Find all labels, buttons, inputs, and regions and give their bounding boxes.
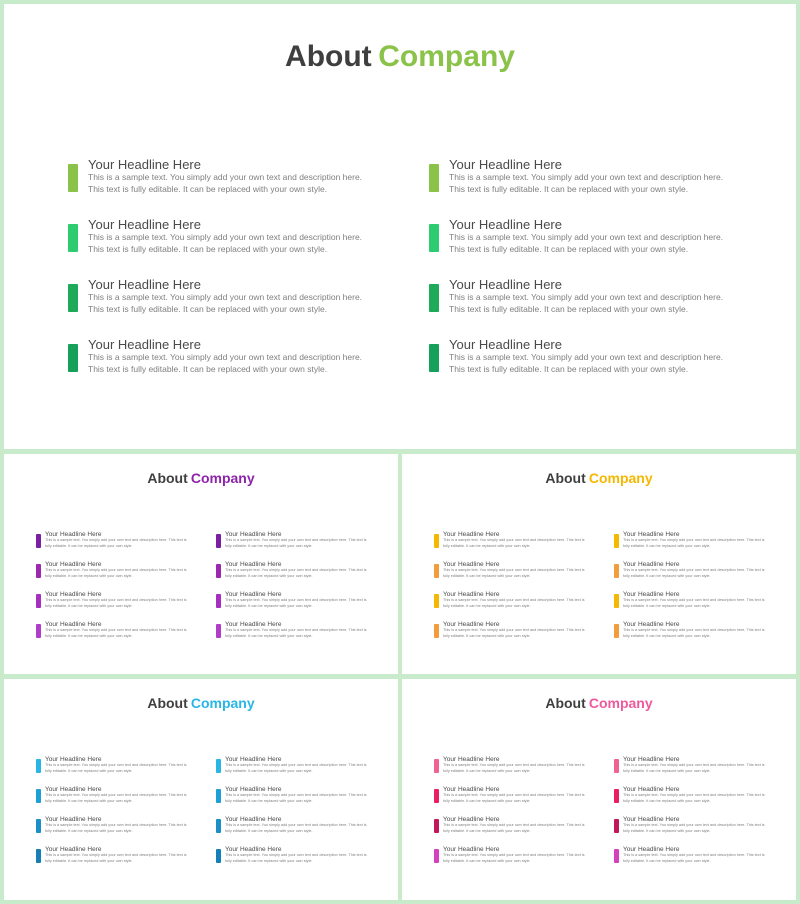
- item-headline: Your Headline Here: [225, 591, 282, 598]
- title-accent: Company: [378, 40, 515, 73]
- color-bar-icon: [216, 594, 221, 608]
- item-headline: Your Headline Here: [449, 337, 562, 352]
- item-headline: Your Headline Here: [225, 816, 282, 823]
- item-description: This is a sample text. You simply add your own text and description here. This text is fully editable. It can be replaced with your own style.: [443, 793, 585, 803]
- item-headline: Your Headline Here: [45, 621, 102, 628]
- item-description: This is a sample text. You simply add your own text and description here. This text is fully editable. It can be replaced with your own style.: [225, 628, 367, 638]
- item-description: This is a sample text. You simply add your own text and description here. This text is fully editable. It can be replaced with your own style.: [45, 568, 187, 578]
- color-bar-icon: [434, 789, 439, 803]
- feature-item: [614, 531, 774, 556]
- feature-item: [429, 337, 729, 380]
- item-description: This is a sample text. You simply add your own text and description here. This text is fully editable. It can be replaced with your own style.: [623, 598, 765, 608]
- item-headline: Your Headline Here: [45, 591, 102, 598]
- item-description: This is a sample text. You simply add your own text and description here. This text is fully editable. It can be replaced with your own style.: [449, 172, 724, 194]
- feature-item: [68, 157, 368, 200]
- title-main: About: [285, 40, 372, 73]
- feature-item: [216, 531, 376, 556]
- feature-item: [216, 621, 376, 646]
- title-main: About: [545, 470, 586, 486]
- item-description: This is a sample text. You simply add your own text and description here. This text is fully editable. It can be replaced with your own style.: [225, 598, 367, 608]
- item-description: This is a sample text. You simply add your own text and description here. This text is fully editable. It can be replaced with your own style.: [623, 628, 765, 638]
- color-bar-icon: [216, 759, 221, 773]
- feature-item: [434, 531, 594, 556]
- item-headline: Your Headline Here: [443, 846, 500, 853]
- item-headline: Your Headline Here: [449, 217, 562, 232]
- slide-title: [4, 40, 796, 74]
- item-headline: Your Headline Here: [88, 217, 201, 232]
- item-headline: Your Headline Here: [225, 786, 282, 793]
- title-accent: Company: [588, 695, 653, 711]
- title-main: About: [147, 470, 188, 486]
- item-headline: Your Headline Here: [45, 816, 102, 823]
- item-description: This is a sample text. You simply add your own text and description here. This text is fully editable. It can be replaced with your own style.: [225, 568, 367, 578]
- color-bar-icon: [36, 624, 41, 638]
- color-bar-icon: [36, 789, 41, 803]
- item-headline: Your Headline Here: [225, 756, 282, 763]
- item-description: This is a sample text. You simply add your own text and description here. This text is fully editable. It can be replaced with your own style.: [225, 763, 367, 773]
- item-headline: Your Headline Here: [623, 846, 680, 853]
- feature-item: [36, 561, 196, 586]
- feature-item: [216, 756, 376, 781]
- item-headline: Your Headline Here: [623, 816, 680, 823]
- feature-item: [434, 786, 594, 811]
- item-headline: Your Headline Here: [225, 531, 282, 538]
- feature-item: [216, 846, 376, 871]
- color-bar-icon: [429, 344, 439, 372]
- item-description: This is a sample text. You simply add your own text and description here. This text is fully editable. It can be replaced with your own style.: [225, 793, 367, 803]
- feature-item: [36, 816, 196, 841]
- item-headline: Your Headline Here: [225, 621, 282, 628]
- item-description: This is a sample text. You simply add your own text and description here. This text is fully editable. It can be replaced with your own style.: [449, 352, 724, 374]
- slide-title: [4, 695, 398, 711]
- item-description: This is a sample text. You simply add your own text and description here. This text is fully editable. It can be replaced with your own style.: [88, 292, 363, 314]
- item-description: This is a sample text. You simply add your own text and description here. This text is fully editable. It can be replaced with your own style.: [45, 763, 187, 773]
- item-description: This is a sample text. You simply add your own text and description here. This text is fully editable. It can be replaced with your own style.: [443, 568, 585, 578]
- item-description: This is a sample text. You simply add your own text and description here. This text is fully editable. It can be replaced with your own style.: [449, 292, 724, 314]
- feature-item: [614, 786, 774, 811]
- item-description: This is a sample text. You simply add your own text and description here. This text is fully editable. It can be replaced with your own style.: [225, 538, 367, 548]
- item-headline: Your Headline Here: [443, 591, 500, 598]
- item-headline: Your Headline Here: [88, 277, 201, 292]
- color-bar-icon: [36, 534, 41, 548]
- feature-item: [614, 561, 774, 586]
- item-description: This is a sample text. You simply add your own text and description here. This text is fully editable. It can be replaced with your own style.: [443, 538, 585, 548]
- color-bar-icon: [36, 819, 41, 833]
- color-bar-icon: [216, 819, 221, 833]
- color-bar-icon: [434, 624, 439, 638]
- color-bar-icon: [434, 819, 439, 833]
- item-headline: Your Headline Here: [225, 846, 282, 853]
- color-bar-icon: [434, 849, 439, 863]
- feature-item: [614, 591, 774, 616]
- item-description: This is a sample text. You simply add your own text and description here. This text is fully editable. It can be replaced with your own style.: [443, 763, 585, 773]
- item-description: This is a sample text. You simply add your own text and description here. This text is fully editable. It can be replaced with your own style.: [623, 823, 765, 833]
- item-description: This is a sample text. You simply add your own text and description here. This text is fully editable. It can be replaced with your own style.: [623, 763, 765, 773]
- item-description: This is a sample text. You simply add your own text and description here. This text is fully editable. It can be replaced with your own style.: [88, 172, 363, 194]
- item-headline: Your Headline Here: [443, 816, 500, 823]
- feature-item: [429, 157, 729, 200]
- item-description: This is a sample text. You simply add your own text and description here. This text is fully editable. It can be replaced with your own style.: [449, 232, 724, 254]
- slide-thumb-pink[interactable]: [402, 679, 796, 900]
- feature-item: [429, 217, 729, 260]
- slide-title: [402, 695, 796, 711]
- item-description: This is a sample text. You simply add your own text and description here. This text is fully editable. It can be replaced with your own style.: [225, 853, 367, 863]
- title-accent: Company: [588, 470, 653, 486]
- color-bar-icon: [614, 759, 619, 773]
- item-description: This is a sample text. You simply add your own text and description here. This text is fully editable. It can be replaced with your own style.: [443, 823, 585, 833]
- feature-item: [614, 846, 774, 871]
- title-main: About: [545, 695, 586, 711]
- feature-item: [36, 621, 196, 646]
- color-bar-icon: [68, 284, 78, 312]
- feature-item: [614, 756, 774, 781]
- color-bar-icon: [216, 849, 221, 863]
- color-bar-icon: [434, 594, 439, 608]
- color-bar-icon: [614, 849, 619, 863]
- item-headline: Your Headline Here: [88, 337, 201, 352]
- item-description: This is a sample text. You simply add your own text and description here. This text is fully editable. It can be replaced with your own style.: [623, 538, 765, 548]
- feature-item: [68, 277, 368, 320]
- color-bar-icon: [434, 534, 439, 548]
- color-bar-icon: [216, 624, 221, 638]
- item-headline: Your Headline Here: [623, 786, 680, 793]
- color-bar-icon: [68, 164, 78, 192]
- item-description: This is a sample text. You simply add your own text and description here. This text is fully editable. It can be replaced with your own style.: [88, 352, 363, 374]
- color-bar-icon: [36, 759, 41, 773]
- feature-item: [429, 277, 729, 320]
- item-description: This is a sample text. You simply add your own text and description here. This text is fully editable. It can be replaced with your own style.: [45, 598, 187, 608]
- slide-thumb-purple[interactable]: [4, 454, 398, 674]
- title-accent: Company: [190, 695, 255, 711]
- item-headline: Your Headline Here: [225, 561, 282, 568]
- title-main: About: [147, 695, 188, 711]
- feature-item: [614, 621, 774, 646]
- color-bar-icon: [614, 564, 619, 578]
- color-bar-icon: [434, 564, 439, 578]
- feature-item: [36, 846, 196, 871]
- feature-item: [216, 591, 376, 616]
- color-bar-icon: [216, 564, 221, 578]
- color-bar-icon: [429, 284, 439, 312]
- color-bar-icon: [614, 624, 619, 638]
- item-headline: Your Headline Here: [449, 277, 562, 292]
- item-description: This is a sample text. You simply add your own text and description here. This text is fully editable. It can be replaced with your own style.: [45, 793, 187, 803]
- item-description: This is a sample text. You simply add your own text and description here. This text is fully editable. It can be replaced with your own style.: [45, 853, 187, 863]
- slide-title: [402, 470, 796, 486]
- feature-item: [68, 217, 368, 260]
- item-headline: Your Headline Here: [88, 157, 201, 172]
- item-description: This is a sample text. You simply add your own text and description here. This text is fully editable. It can be replaced with your own style.: [443, 598, 585, 608]
- color-bar-icon: [216, 789, 221, 803]
- color-bar-icon: [429, 224, 439, 252]
- item-headline: Your Headline Here: [443, 621, 500, 628]
- item-description: This is a sample text. You simply add your own text and description here. This text is fully editable. It can be replaced with your own style.: [623, 793, 765, 803]
- color-bar-icon: [68, 224, 78, 252]
- item-headline: Your Headline Here: [623, 756, 680, 763]
- color-bar-icon: [614, 819, 619, 833]
- feature-item: [36, 591, 196, 616]
- item-headline: Your Headline Here: [443, 561, 500, 568]
- feature-item: [36, 531, 196, 556]
- feature-item: [434, 816, 594, 841]
- color-bar-icon: [36, 849, 41, 863]
- item-description: This is a sample text. You simply add your own text and description here. This text is fully editable. It can be replaced with your own style.: [443, 853, 585, 863]
- color-bar-icon: [68, 344, 78, 372]
- item-headline: Your Headline Here: [449, 157, 562, 172]
- color-bar-icon: [614, 594, 619, 608]
- feature-item: [36, 786, 196, 811]
- item-headline: Your Headline Here: [623, 531, 680, 538]
- item-description: This is a sample text. You simply add your own text and description here. This text is fully editable. It can be replaced with your own style.: [443, 628, 585, 638]
- item-headline: Your Headline Here: [45, 846, 102, 853]
- color-bar-icon: [434, 759, 439, 773]
- item-headline: Your Headline Here: [45, 561, 102, 568]
- slide-title: [4, 470, 398, 486]
- feature-item: [216, 561, 376, 586]
- item-description: This is a sample text. You simply add your own text and description here. This text is fully editable. It can be replaced with your own style.: [88, 232, 363, 254]
- color-bar-icon: [614, 534, 619, 548]
- item-description: This is a sample text. You simply add your own text and description here. This text is fully editable. It can be replaced with your own style.: [45, 823, 187, 833]
- feature-item: [68, 337, 368, 380]
- item-headline: Your Headline Here: [443, 756, 500, 763]
- title-accent: Company: [190, 470, 255, 486]
- item-headline: Your Headline Here: [623, 621, 680, 628]
- color-bar-icon: [36, 594, 41, 608]
- feature-item: [216, 786, 376, 811]
- item-headline: Your Headline Here: [45, 756, 102, 763]
- item-headline: Your Headline Here: [443, 786, 500, 793]
- slide-thumb-yellow[interactable]: [402, 454, 796, 674]
- feature-item: [434, 561, 594, 586]
- slide-thumb-blue[interactable]: [4, 679, 398, 900]
- feature-item: [434, 591, 594, 616]
- feature-item: [434, 846, 594, 871]
- item-headline: Your Headline Here: [45, 531, 102, 538]
- item-description: This is a sample text. You simply add your own text and description here. This text is fully editable. It can be replaced with your own style.: [623, 853, 765, 863]
- item-description: This is a sample text. You simply add your own text and description here. This text is fully editable. It can be replaced with your own style.: [225, 823, 367, 833]
- item-description: This is a sample text. You simply add your own text and description here. This text is fully editable. It can be replaced with your own style.: [623, 568, 765, 578]
- item-headline: Your Headline Here: [623, 561, 680, 568]
- feature-item: [216, 816, 376, 841]
- feature-item: [434, 756, 594, 781]
- slide-main[interactable]: [4, 4, 796, 449]
- feature-item: [36, 756, 196, 781]
- color-bar-icon: [36, 564, 41, 578]
- item-headline: Your Headline Here: [443, 531, 500, 538]
- item-headline: Your Headline Here: [623, 591, 680, 598]
- color-bar-icon: [216, 534, 221, 548]
- item-headline: Your Headline Here: [45, 786, 102, 793]
- feature-item: [614, 816, 774, 841]
- item-description: This is a sample text. You simply add your own text and description here. This text is fully editable. It can be replaced with your own style.: [45, 538, 187, 548]
- color-bar-icon: [429, 164, 439, 192]
- feature-item: [434, 621, 594, 646]
- color-bar-icon: [614, 789, 619, 803]
- item-description: This is a sample text. You simply add your own text and description here. This text is fully editable. It can be replaced with your own style.: [45, 628, 187, 638]
